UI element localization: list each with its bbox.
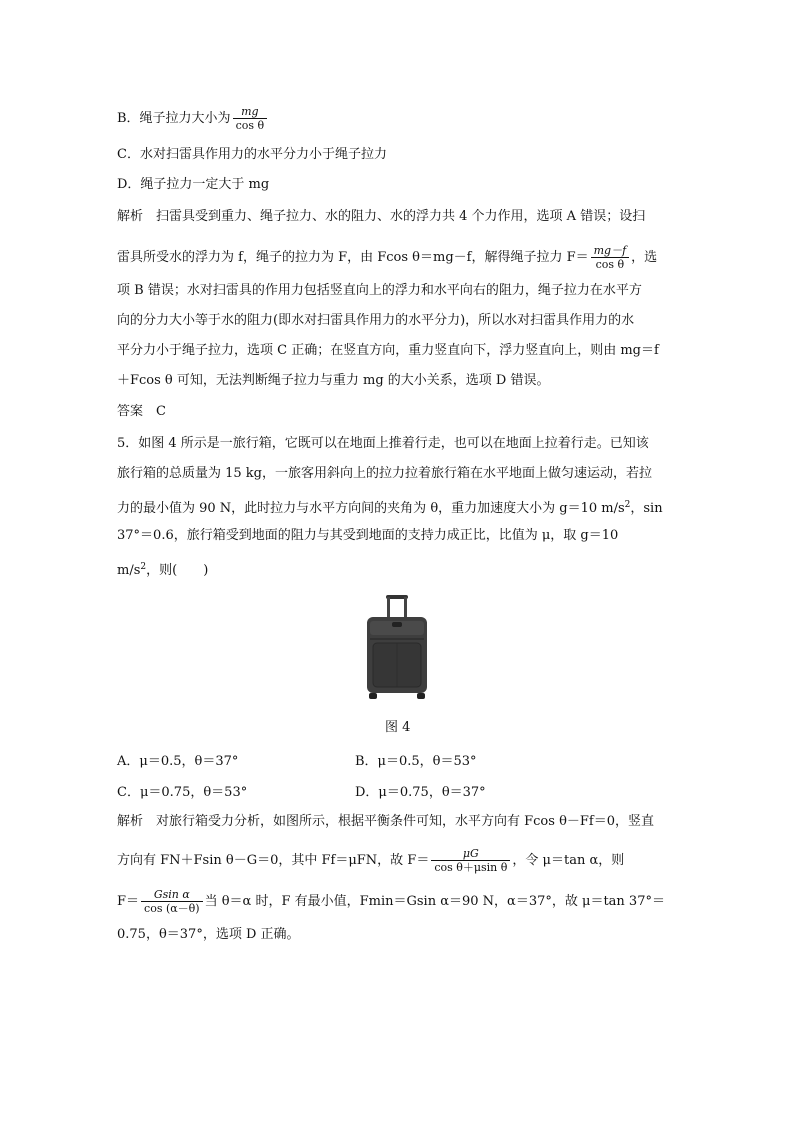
q5-analysis-line-3 bbox=[117, 888, 665, 915]
q4-analysis-line-5: 平分力小于绳子拉力，选项 C 正确；在竖直方向，重力竖直向下，浮力竖直向上，则由 mg＝f bbox=[117, 343, 659, 358]
q4-option-b-fraction bbox=[233, 105, 268, 132]
suitcase-figure bbox=[364, 593, 430, 701]
q5-option-b: B．μ＝0.5，θ＝53° bbox=[355, 754, 477, 769]
q4-analysis-line-6: ＋Fcos θ 可知，无法判断绳子拉力与重力 mg 的大小关系，选项 D 错误。 bbox=[117, 373, 550, 388]
q5-stem-line-3-end: ，sin bbox=[630, 501, 663, 516]
q4-answer: 答案 C bbox=[117, 404, 166, 419]
q4-analysis-line-3: 项 B 错误；水对扫雷具的作用力包括竖直向上的浮力和水平向右的阻力，绳子拉力在水平方 bbox=[117, 283, 642, 298]
fraction-denominator: cos θ bbox=[595, 258, 625, 271]
fraction-denominator: cos θ bbox=[235, 119, 265, 132]
q5-stem-line-4: 37°＝0.6，旅行箱受到地面的阻力与其受到地面的支持力成正比，比值为 μ，取 g＝10 bbox=[117, 528, 619, 543]
q4-analysis-line-2-text: 雷具所受水的浮力为 f，绳子的拉力为 F，由 Fcos θ＝mg－f，解得绳子拉力 F＝ bbox=[117, 250, 589, 265]
q4-analysis-line-2 bbox=[117, 244, 657, 271]
q5-analysis-line-2 bbox=[117, 847, 624, 874]
q5-analysis-line-3-text: F＝ bbox=[117, 894, 140, 909]
q5-analysis-line-3-end: 当 θ＝α 时，F 有最小值，Fmin＝Gsin α＝90 N，α＝37°，故 μ＝tan 37°＝ bbox=[204, 894, 665, 909]
fraction-denominator: cos (α－θ) bbox=[144, 902, 200, 915]
q5-analysis-fraction-2 bbox=[141, 888, 203, 915]
q4-option-c: C．水对扫雷具作用力的水平分力小于绳子拉力 bbox=[117, 147, 387, 162]
q5-stem-line-5-end: ，则( ) bbox=[146, 563, 209, 578]
q4-analysis-line-1: 解析 扫雷具受到重力、绳子拉力、水的阻力、水的浮力共 4 个力作用，选项 A 错误；设扫 bbox=[117, 209, 646, 224]
fraction-numerator: Gsin α bbox=[141, 888, 203, 902]
fraction-numerator: μG bbox=[431, 847, 510, 861]
q4-analysis-fraction bbox=[591, 244, 630, 271]
q5-analysis-line-2-end: ，令 μ＝tan α，则 bbox=[512, 853, 625, 868]
q5-analysis-line-1: 解析 对旅行箱受力分析，如图所示，根据平衡条件可知，水平方向有 Fcos θ－Ff＝0，竖直 bbox=[117, 814, 654, 829]
q5-stem-line-2: 旅行箱的总质量为 15 kg，一旅客用斜向上的拉力拉着旅行箱在水平地面上做匀速运动，若拉 bbox=[117, 466, 653, 481]
superscript: 2 bbox=[140, 562, 147, 572]
q5-stem-line-5-text: m/s bbox=[117, 563, 141, 578]
q5-stem-line-3-text: 力的最小值为 90 N，此时拉力与水平方向间的夹角为 θ，重力加速度大小为 g＝10 m/s bbox=[117, 501, 625, 516]
q5-option-d: D．μ＝0.75，θ＝37° bbox=[355, 785, 486, 800]
q5-stem-line-5 bbox=[117, 558, 208, 580]
q4-option-d: D．绳子拉力一定大于 mg bbox=[117, 177, 270, 192]
q4-option-b bbox=[117, 105, 269, 132]
figure-caption: 图 4 bbox=[385, 720, 411, 735]
q5-option-c: C．μ＝0.75，θ＝53° bbox=[117, 785, 248, 800]
fraction-numerator: mg bbox=[233, 105, 268, 119]
q5-analysis-fraction-1 bbox=[431, 847, 510, 874]
suitcase-icon bbox=[364, 593, 430, 701]
fraction-numerator: mg－f bbox=[591, 244, 630, 258]
fraction-denominator: cos θ＋μsin θ bbox=[434, 861, 508, 874]
q5-option-a: A．μ＝0.5，θ＝37° bbox=[117, 754, 239, 769]
q5-analysis-line-4: 0.75，θ＝37°，选项 D 正确。 bbox=[117, 927, 300, 942]
q4-option-b-text: B．绳子拉力大小为 bbox=[117, 111, 231, 126]
q4-analysis-line-2-end: ，选 bbox=[631, 250, 658, 265]
superscript: 2 bbox=[624, 500, 631, 510]
q5-analysis-line-2-text: 方向有 FN＋Fsin θ－G＝0，其中 Ff＝μFN，故 F＝ bbox=[117, 853, 430, 868]
q4-analysis-line-4: 向的分力大小等于水的阻力(即水对扫雷具作用力的水平分力)，所以水对扫雷具作用力的水 bbox=[117, 313, 635, 328]
q5-stem-line-1: 5．如图 4 所示是一旅行箱，它既可以在地面上推着行走，也可以在地面上拉着行走。已知该 bbox=[117, 436, 649, 451]
q5-stem-line-3 bbox=[117, 496, 663, 518]
